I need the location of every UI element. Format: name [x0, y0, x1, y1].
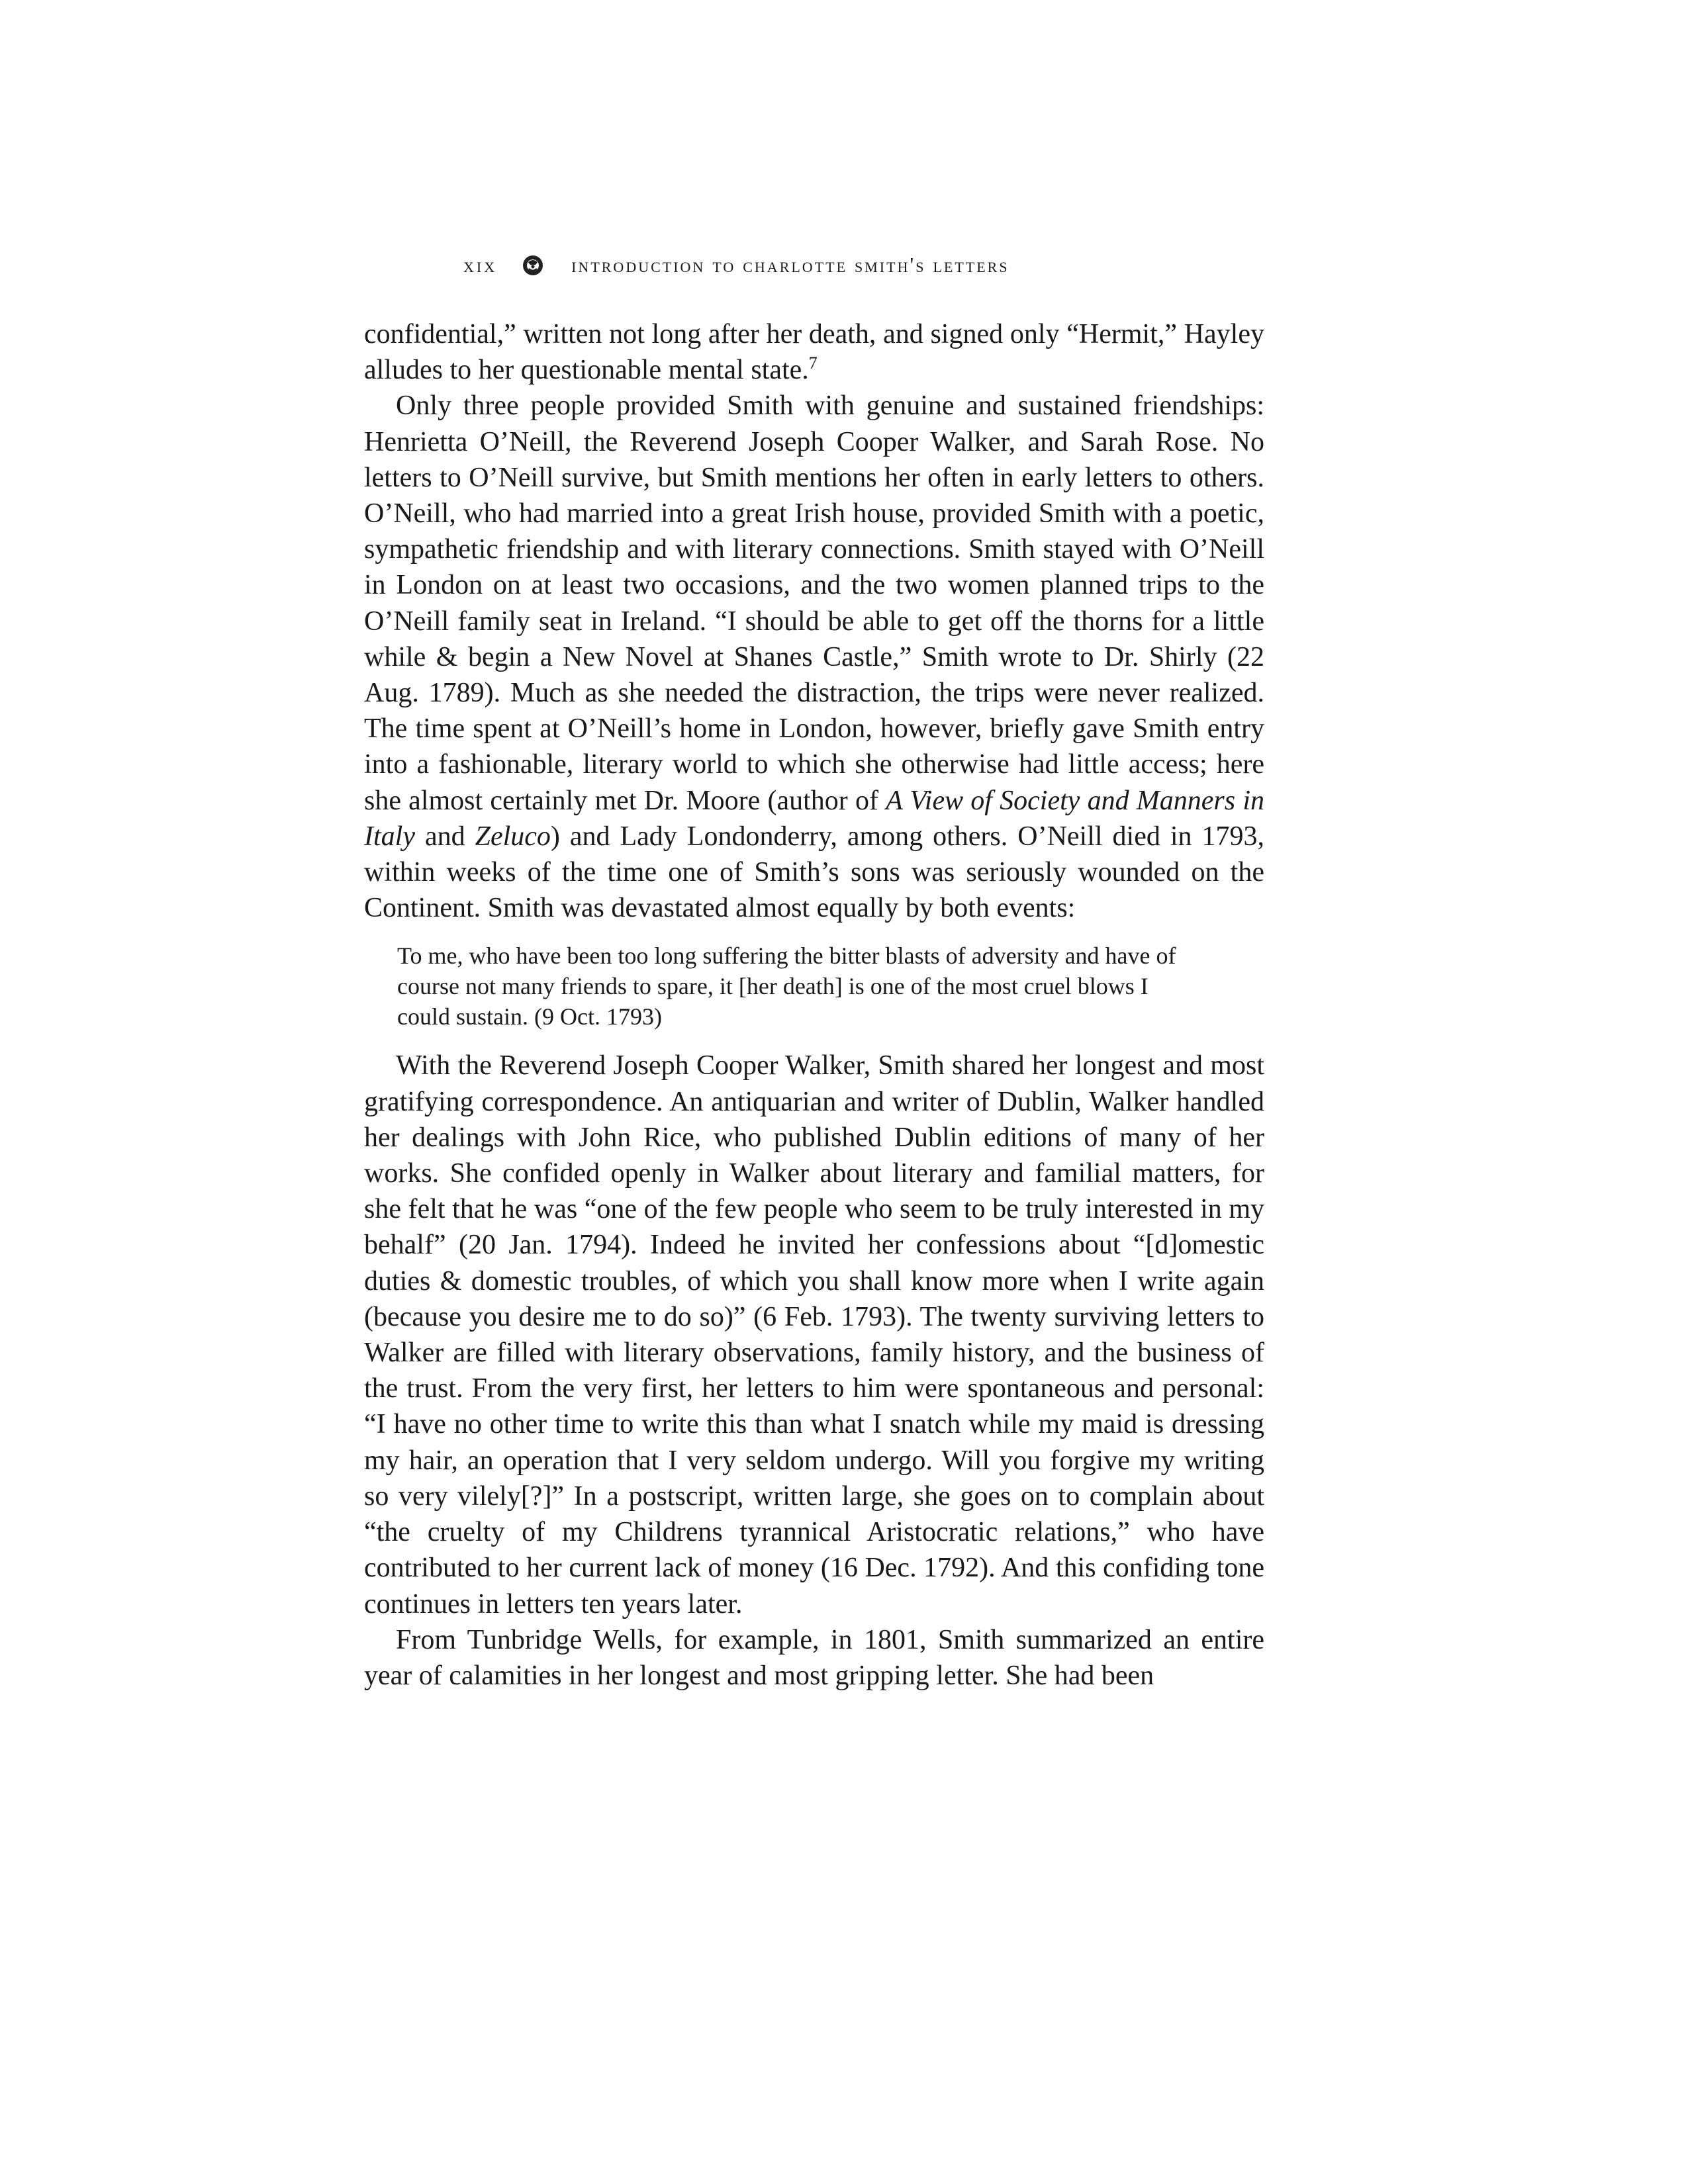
book-title: Zeluco: [475, 821, 551, 852]
running-head: [463, 245, 1009, 285]
body-text: [364, 316, 1264, 1694]
paragraph-1: confidential,” written not long after her death, and signed only “Hermit,” Hayley alludes to her questionable mental state.$^7$: [364, 319, 1264, 386]
paragraph-3: With the Reverend Joseph Cooper Walker, Smith shared her longest and most gratifying correspondence. An antiquarian and writer of Dublin, Walker handled her dealings with John Rice, who published Dublin editions of many of her works. She confided openly in Walker about literary and familial matters, for she felt that he was “one of the few people who seem to be truly interested in my behalf” (20 Jan. 1794). Indeed he invited her confessions about “[d]omestic duties & domestic troubles, of which you shall know more when I write again (because you desire me to do so)” (6 Feb. 1793). The twenty surviving letters to Walker are filled with literary observations, family history, and the business of the trust. From the very first, her letters to him were spontaneous and personal: “I have no other time to write this than what I snatch while my maid is dressing my hair, an operation that I very seldom undergo. Will you forgive my writing so very vilely[?]” In a postscript, written large, she goes on to complain about “the cruelty of my Childrens tyrannical Aristocratic relations,” who have contributed to her current lack of money (16 Dec. 1792). And this confiding tone continues in letters ten years later.: [364, 1050, 1264, 1619]
paragraph-4: From Tunbridge Wells, for example, in 1801, Smith summarized an entire year of calamities in her longest and most gripping letter. She had been: [364, 1624, 1264, 1691]
paragraph-2: Only three people provided Smith with genuine and sustained friendships: Henrietta O’Neill, the Reverend Joseph Cooper Walker, and Sarah Rose. No letters to O’Neill survive, but Smith mentions her often in early letters to others. O’Neill, who had married into a great Irish house, provided Smith with a poetic, sympathetic friendship and with literary connections. Smith stayed with O’Neill in London on at least two occasions, and the two women planned trips to the O’Neill family seat in Ireland. “I should be able to get off the thorns for a little while & begin a New Novel at Shanes Castle,” Smith wrote to Dr. Shirly (22 Aug. 1789). Much as she needed the distraction, the trips were never realized. The time spent at O’Neill’s home in London, however, briefly gave Smith entry into a fashionable, literary world to which she otherwise had little access; here she almost certainly met Dr. Moore (author of A View of Society and Manners in Italy and Zeluco) and Lady Londonderry, among others. O’Neill died in 1793, within weeks of the time one of Smith’s sons was seriously wounded on the Continent. Smith was devastated almost equally by both events:: [364, 390, 1264, 924]
page-number: xix: [463, 252, 498, 277]
block-quote: To me, who have been too long suffering the bitter blasts of adversity and have of course not many friends to spare, it [her death] is one of the most cruel blows I could sustain. (9 Oct. 1793): [397, 942, 1176, 1030]
running-head-title: introduction to charlotte smith's letters: [571, 252, 1009, 277]
footnote-reference: 7: [808, 353, 818, 373]
book-title: A View of Society and Manners in Italy: [364, 785, 1264, 852]
thistle-ornament-icon: [520, 251, 546, 278]
